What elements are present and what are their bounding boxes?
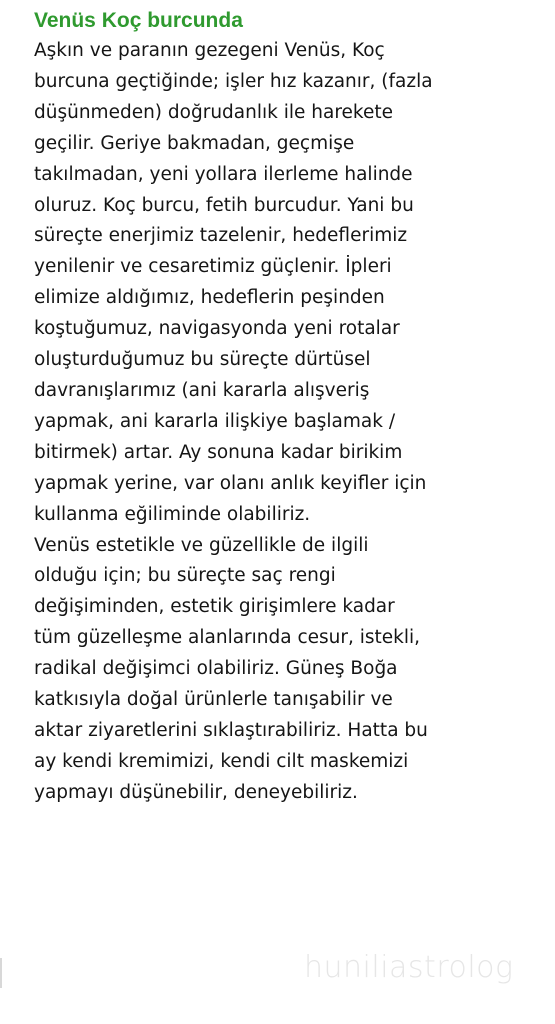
text-line: tüm güzelleşme alanlarında cesur, istekli, — [34, 627, 421, 649]
watermark: huniliastrolog — [304, 950, 514, 985]
text-line: yapmak yerine, var olanı anlık keyifler için — [34, 472, 427, 494]
edge-mark — [0, 958, 2, 988]
text-line: burcuna geçtiğinde; işler hız kazanır, (fazla — [34, 70, 433, 92]
text-line: ay kendi kremimizi, kendi cilt maskemizi — [34, 750, 409, 772]
text-line: bitirmek) artar. Ay sonuna kadar birikim — [34, 441, 403, 463]
article-body — [34, 36, 544, 809]
article — [34, 6, 544, 809]
text-line: oluruz. Koç burcu, fetih burcudur. Yani bu — [34, 194, 414, 216]
text-line: yenilenir ve cesaretimiz güçlenir. İpleri — [34, 256, 392, 278]
text-line: süreçte enerjimiz tazelenir, hedeflerimiz — [34, 225, 408, 247]
text-line: davranışlarımız (ani kararla alışveriş — [34, 379, 370, 401]
article-title: Venüs Koç burcunda — [34, 9, 243, 32]
text-line: katkısıyla doğal ürünlerle tanışabilir ve — [34, 689, 393, 711]
text-line: takılmadan, yeni yollara ilerleme halinde — [34, 163, 413, 185]
text-line: Venüs estetikle ve güzellikle de ilgili — [34, 534, 369, 556]
text-line: olduğu için; bu süreçte saç rengi — [34, 565, 336, 587]
text-line: elimize aldığımız, hedeflerin peşinden — [34, 287, 385, 309]
text-line: geçilir. Geriye bakmadan, geçmişe — [34, 132, 355, 154]
text-line: yapmayı düşünebilir, deneyebiliriz. — [34, 781, 358, 803]
text-line: oluşturduğumuz bu süreçte dürtüsel — [34, 349, 371, 371]
text-line: yapmak, ani kararla ilişkiye başlamak / — [34, 410, 396, 432]
text-line: kullanma eğiliminde olabiliriz. — [34, 503, 311, 525]
text-line: koştuğumuz, navigasyonda yeni rotalar — [34, 318, 400, 340]
text-line: düşünmeden) doğrudanlık ile harekete — [34, 101, 393, 123]
text-line: değişiminden, estetik girişimlere kadar — [34, 596, 395, 618]
text-line: aktar ziyaretlerini sıklaştırabiliriz. Hatta bu — [34, 719, 428, 741]
text-line: radikal değişimci olabiliriz. Güneş Boğa — [34, 658, 398, 680]
text-line: Aşkın ve paranın gezegeni Venüs, Koç — [34, 40, 385, 61]
